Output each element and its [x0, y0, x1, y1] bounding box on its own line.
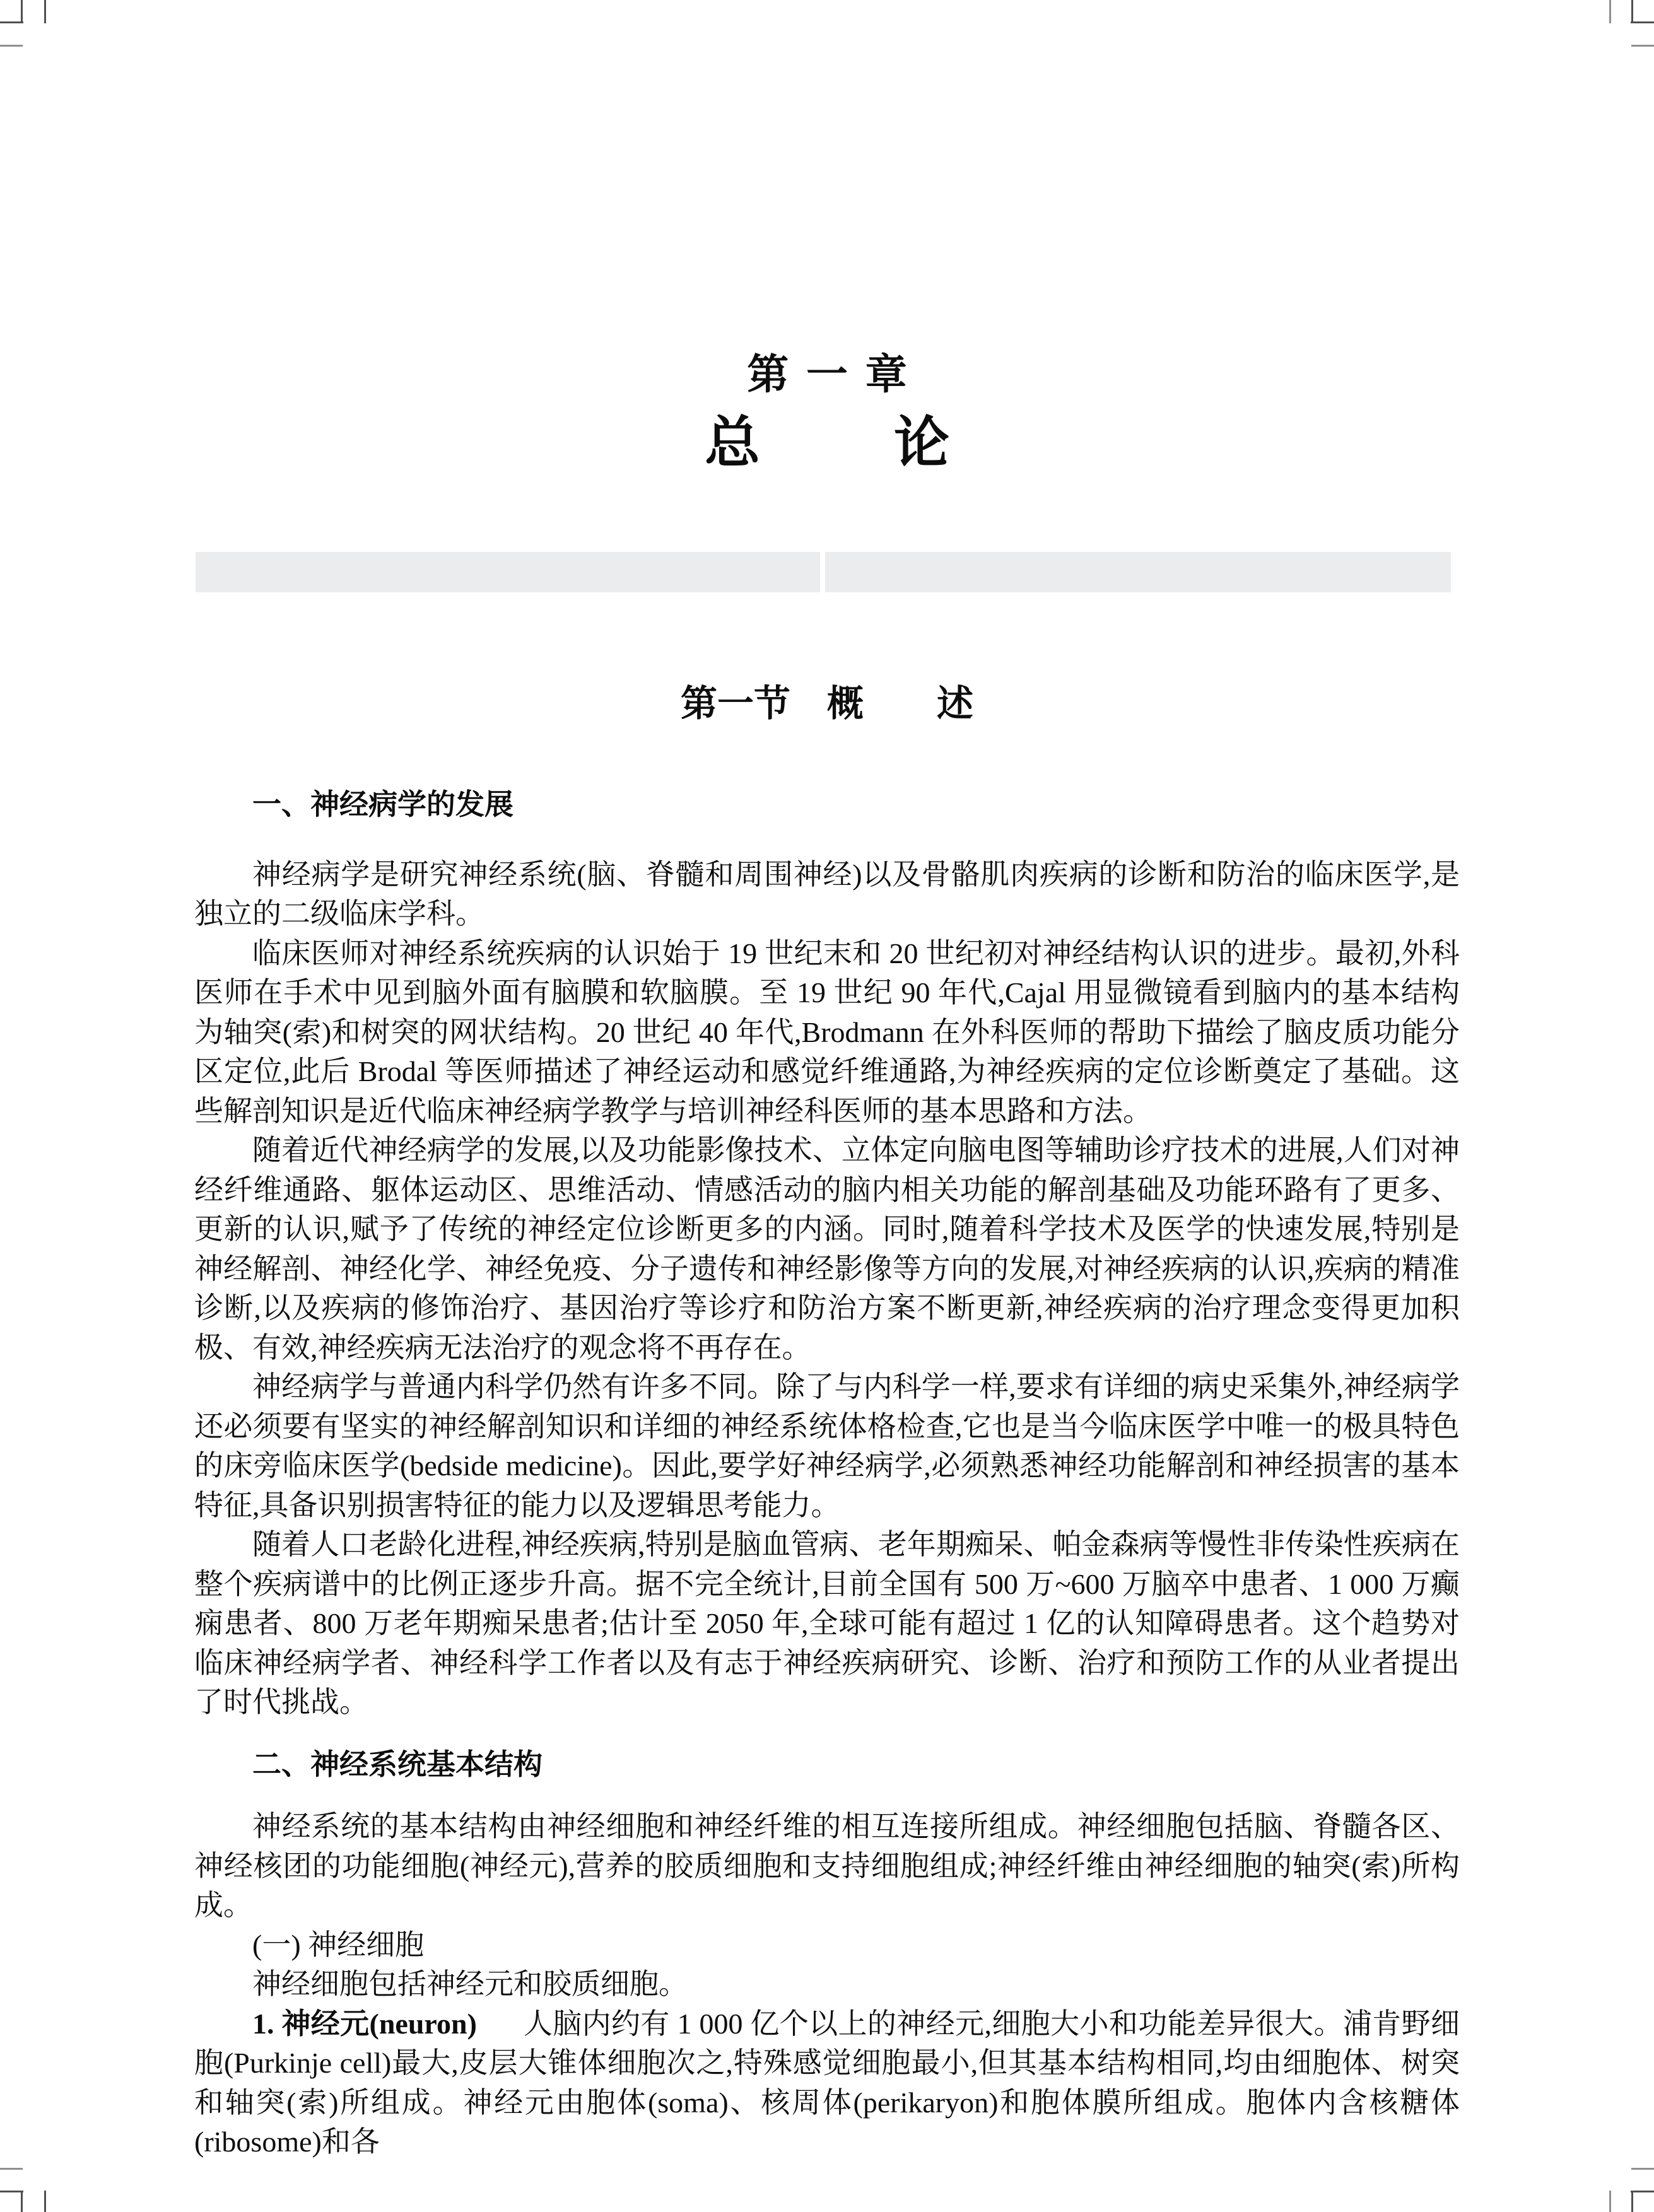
- chapter-title-char: 论: [894, 413, 950, 474]
- subsection-heading-2: 二、神经系统基本结构: [252, 1748, 543, 1781]
- numbered-item-text: 人脑内约有 1 000 亿个以上的神经元,细胞大小和功能差异很大。浦肯野细胞(Purkinje cell)最大,皮层大锥体细胞次之,特殊感觉细胞最小,但其基本结构相同,均由细胞体、树突和轴突(索)所组成。神经元由胞体(soma)、核周体(perikaryon)和胞体膜所组成。胞体内含核糖体(ribosome)和各: [194, 2007, 1460, 2158]
- section-title: 第一节 概 述: [680, 683, 973, 724]
- chapter-title: [0, 399, 1654, 478]
- crop-mark: [1631, 2191, 1654, 2192]
- chapter-title-char: 总: [704, 413, 760, 474]
- decorative-bar-right: [825, 552, 1451, 592]
- numbered-item-label: 1. 神经元(neuron): [252, 2007, 477, 2040]
- chapter-number: 第一章: [747, 352, 925, 398]
- crop-mark: [1631, 2191, 1633, 2212]
- crop-mark: [0, 2191, 23, 2192]
- decorative-bar-left: [196, 552, 820, 592]
- crop-mark: [0, 2168, 23, 2170]
- crop-mark: [44, 2191, 46, 2212]
- crop-mark: [1631, 0, 1633, 23]
- paragraph: 神经病学是研究神经系统(脑、脊髓和周围神经)以及骨骼肌肉疾病的诊断和防治的临床医学,是独立的二级临床学科。: [194, 858, 1460, 930]
- crop-mark: [0, 45, 23, 47]
- body-text: [194, 785, 1460, 2162]
- sub-sub-heading: (一) 神经细胞: [252, 1928, 425, 1961]
- crop-mark: [1609, 0, 1611, 23]
- paragraph: 临床医师对神经系统疾病的认识始于 19 世纪末和 20 世纪初对神经结构认识的进步。最初,外科医师在手术中见到脑外面有脑膜和软脑膜。至 19 世纪 90 年代,Cajal 用显微镜看到脑内的基本结构为轴突(索)和树突的网状结构。20 世纪 40 年代,Brodmann 在外科医师的帮助下描绘了脑皮质功能分区定位,此后 Brodal 等医师描述了神经运动和感觉纤维通路,为神经疾病的定位诊断奠定了基础。这些解剖知识是近代临床神经病学教学与培训神经科医师的基本思路和方法。: [194, 937, 1460, 1127]
- crop-mark: [1609, 2191, 1611, 2212]
- crop-mark: [1631, 21, 1654, 23]
- numbered-item: [194, 2004, 1460, 2162]
- paragraph: 神经病学与普通内科学仍然有许多不同。除了与内科学一样,要求有详细的病史采集外,神经病学还必须要有坚实的神经解剖知识和详细的神经系统体格检查,它也是当今临床医学中唯一的极具特色的床旁临床医学(bedside medicine)。因此,要学好神经病学,必须熟悉神经功能解剖和神经损害的基本特征,具备识别损害特征的能力以及逻辑思考能力。: [194, 1371, 1460, 1521]
- paragraph: 神经系统的基本结构由神经细胞和神经纤维的相互连接所组成。神经细胞包括脑、脊髓各区、神经核团的功能细胞(神经元),营养的胶质细胞和支持细胞组成;神经纤维由神经细胞的轴突(索)所构成。: [194, 1810, 1460, 1921]
- crop-mark: [1631, 2168, 1654, 2170]
- subsection-heading-1: 一、神经病学的发展: [252, 788, 513, 821]
- crop-mark: [0, 21, 23, 23]
- crop-mark: [21, 0, 23, 23]
- crop-mark: [21, 2191, 23, 2212]
- crop-mark: [1631, 45, 1654, 47]
- paragraph: 神经细胞包括神经元和胶质细胞。: [252, 1968, 688, 2000]
- paragraph: 随着近代神经病学的发展,以及功能影像技术、立体定向脑电图等辅助诊疗技术的进展,人们对神经纤维通路、躯体运动区、思维活动、情感活动的脑内相关功能的解剖基础及功能环路有了更多、更新的认识,赋予了传统的神经定位诊断更多的内涵。同时,随着科学技术及医学的快速发展,特别是神经解剖、神经化学、神经免疫、分子遗传和神经影像等方向的发展,对神经疾病的认识,疾病的精准诊断,以及疾病的修饰治疗、基因治疗等诊疗和防治方案不断更新,神经疾病的治疗理念变得更加积极、有效,神经疾病无法治疗的观念将不再存在。: [194, 1134, 1460, 1364]
- paragraph: 随着人口老龄化进程,神经疾病,特别是脑血管病、老年期痴呆、帕金森病等慢性非传染性疾病在整个疾病谱中的比例正逐步升高。据不完全统计,目前全国有 500 万~600 万脑卒中患者、1 000 万癫痫患者、800 万老年期痴呆患者;估计至 2050 年,全球可能有超过 1 亿的认知障碍患者。这个趋势对临床神经病学者、神经科学工作者以及有志于神经疾病研究、诊断、治疗和预防工作的从业者提出了时代挑战。: [194, 1528, 1460, 1718]
- crop-mark: [44, 0, 46, 23]
